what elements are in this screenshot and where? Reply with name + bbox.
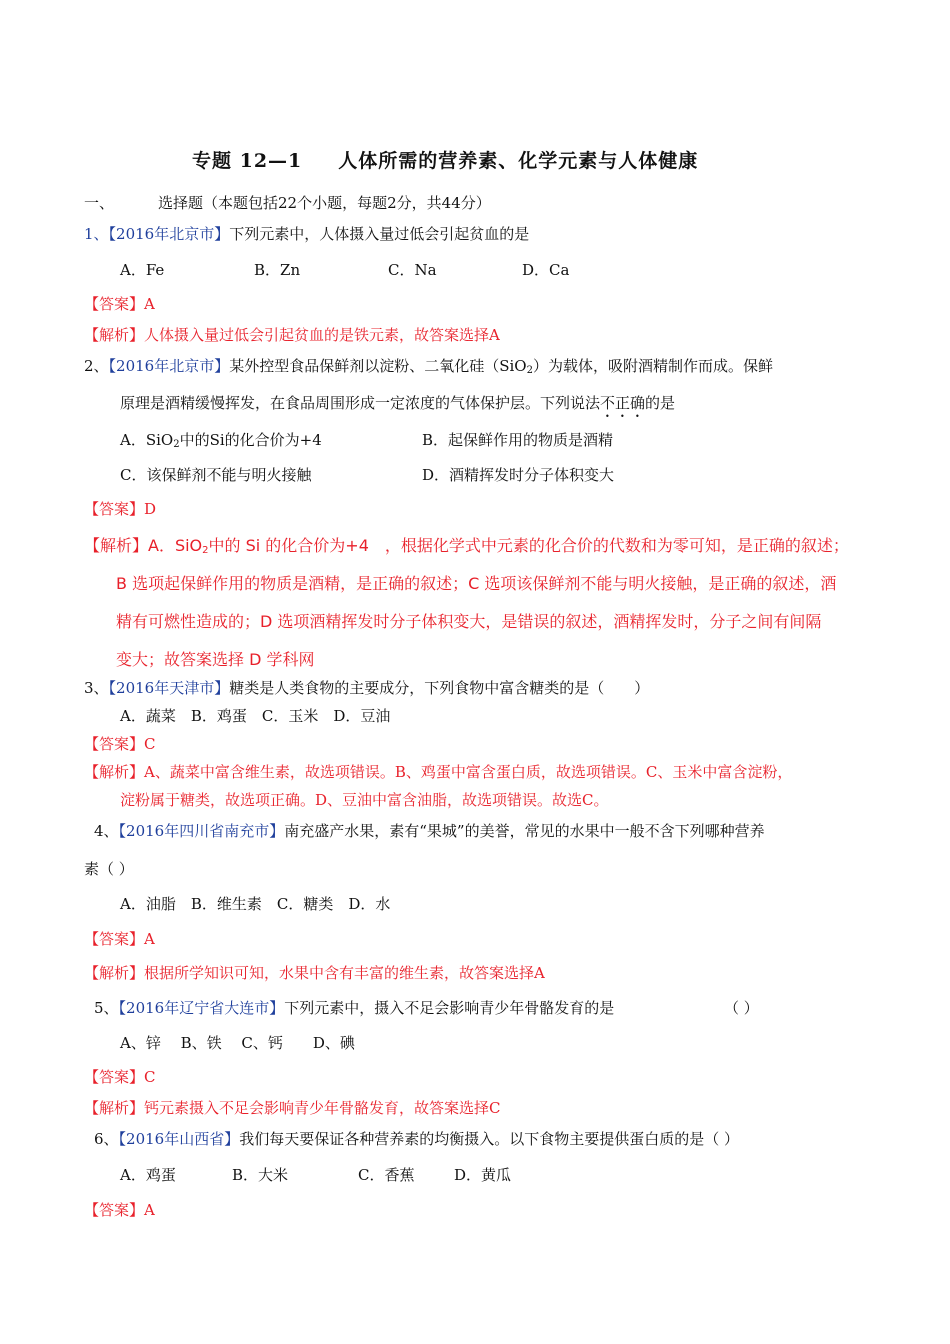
question-stem: 某外控型食品保鲜剂以淀粉、二氧化硅（SiO xyxy=(229,357,527,375)
q6-answer: 【答案】A xyxy=(84,1201,155,1219)
question-1 xyxy=(84,223,529,245)
q5-answer: 【答案】C xyxy=(84,1068,156,1086)
option-text: A．SiO xyxy=(120,431,174,449)
question-number: 1、 xyxy=(84,225,109,243)
q1-option-c: C．Na xyxy=(388,261,437,279)
question-stem-end: 的是 xyxy=(645,394,676,412)
question-number: 4、 xyxy=(94,822,119,840)
q1-answer: 【答案】A xyxy=(84,295,155,313)
emphasized-text: 不正确 xyxy=(600,394,646,412)
q1-option-d: D．Ca xyxy=(522,261,570,279)
q2-option-c: C．该保鲜剂不能与明火接触 xyxy=(120,466,312,484)
question-stem-line: 原理是酒精缓慢挥发，在食品周围形成一定浓度的气体保护层。下列说法 xyxy=(120,394,601,412)
q2-option-a xyxy=(120,429,322,456)
question-stem: 南充盛产水果，素有“果城”的美誉，常见的水果中一般不含下列哪种营养 xyxy=(284,822,765,840)
q1-analysis: 【解析】人体摄入量过低会引起贫血的是铁元素，故答案选择A xyxy=(84,326,500,344)
analysis-text: 【解析】A．SiO xyxy=(84,536,203,555)
question-source: 【2016年四川省南充市】 xyxy=(118,822,285,840)
question-6 xyxy=(94,1128,739,1150)
q4-analysis: 【解析】根据所学知识可知，水果中含有丰富的维生素，故答案选择A xyxy=(84,964,545,982)
page-title xyxy=(192,146,792,173)
question-stem: 下列元素中，摄入不足会影响青少年骨骼发育的是 xyxy=(284,999,615,1017)
q4-options: A．油脂 B．维生素 C．糖类 D．水 xyxy=(120,895,391,913)
question-source: 【2016年天津市】 xyxy=(108,679,230,697)
q6-option-a: A．鸡蛋 xyxy=(120,1166,176,1184)
question-stem: 糖类是人类食物的主要成分，下列食物中富含糖类的是（ ） xyxy=(229,679,650,697)
q2-analysis-line-4: 变大；故答案选择 D 学科网 xyxy=(116,650,315,669)
q6-option-b: B．大米 xyxy=(232,1166,289,1184)
subscript: 2 xyxy=(202,545,209,556)
q2-analysis-line-1 xyxy=(84,534,849,563)
question-4-line-2: 素（ ） xyxy=(84,860,134,878)
q3-analysis-line-1: 【解析】A、蔬菜中富含维生素，故选项错误。B、鸡蛋中富含蛋白质，故选项错误。C、玉米中富含淀粉， xyxy=(84,763,793,781)
q5-analysis: 【解析】钙元素摄入不足会影响青少年骨骼发育，故答案选择C xyxy=(84,1099,501,1117)
subscript: 2 xyxy=(526,365,533,376)
question-stem-cont: ）为载体，吸附酒精制作而成。保鲜 xyxy=(532,357,773,375)
q2-analysis-line-2: B 选项起保鲜作用的物质是酒精，是正确的叙述；C 选项该保鲜剂不能与明火接触，是正确的叙述，酒 xyxy=(116,574,837,593)
question-number: 3、 xyxy=(84,679,109,697)
question-2-line-2 xyxy=(120,392,675,421)
q2-option-d: D．酒精挥发时分子体积变大 xyxy=(422,466,615,484)
question-source: 【2016年北京市】 xyxy=(108,225,230,243)
question-stem: 我们每天要保证各种营养素的均衡摄入。以下食物主要提供蛋白质的是（ ） xyxy=(239,1130,740,1148)
question-5 xyxy=(94,997,614,1019)
q2-option-b: B．起保鲜作用的物质是酒精 xyxy=(422,431,614,449)
q2-analysis-line-3: 精有可燃性造成的；D 选项酒精挥发时分子体积变大，是错误的叙述，酒精挥发时，分子之间有间隔 xyxy=(116,612,822,631)
question-number: 2、 xyxy=(84,357,109,375)
option-text-cont: 中的Si的化合价为+4 xyxy=(179,431,322,449)
title-number: 专题 12—1 xyxy=(192,150,303,172)
title-topic: 人体所需的营养素、化学元素与人体健康 xyxy=(338,150,699,172)
question-source: 【2016年辽宁省大连市】 xyxy=(118,999,285,1017)
q1-option-a: A．Fe xyxy=(120,261,165,279)
q4-answer: 【答案】A xyxy=(84,930,155,948)
question-source: 【2016年山西省】 xyxy=(118,1130,240,1148)
subscript: 2 xyxy=(173,439,180,450)
q3-options: A．蔬菜 B．鸡蛋 C．玉米 D．豆油 xyxy=(120,707,391,725)
q3-answer: 【答案】C xyxy=(84,735,156,753)
analysis-text-cont: 中的 Si 的化合价为+4 ，根据化学式中元素的化合价的代数和为零可知，是正确的叙述； xyxy=(208,536,849,555)
q6-option-d: D．黄瓜 xyxy=(454,1166,512,1184)
question-number: 5、 xyxy=(94,999,119,1017)
q5-options: A、锌 B、铁 C、钙 D、碘 xyxy=(120,1034,355,1052)
question-stem: 下列元素中，人体摄入量过低会引起贫血的是 xyxy=(229,225,530,243)
section-number: 一、 xyxy=(84,194,115,212)
q2-answer: 【答案】D xyxy=(84,500,157,518)
q5-answer-paren: （ ） xyxy=(724,999,759,1017)
q3-analysis-line-2: 淀粉属于糖类，故选项正确。D、豆油中富含油脂，故选项错误。故选C。 xyxy=(120,791,609,809)
question-3 xyxy=(84,677,649,699)
section-heading xyxy=(84,192,491,214)
question-2 xyxy=(84,355,773,382)
q6-option-c: C．香蕉 xyxy=(358,1166,415,1184)
question-number: 6、 xyxy=(94,1130,119,1148)
q1-option-b: B．Zn xyxy=(254,261,301,279)
section-text: 选择题（本题包括22个小题，每题2分，共44分） xyxy=(158,194,491,212)
question-source: 【2016年北京市】 xyxy=(108,357,230,375)
question-4 xyxy=(94,820,765,842)
